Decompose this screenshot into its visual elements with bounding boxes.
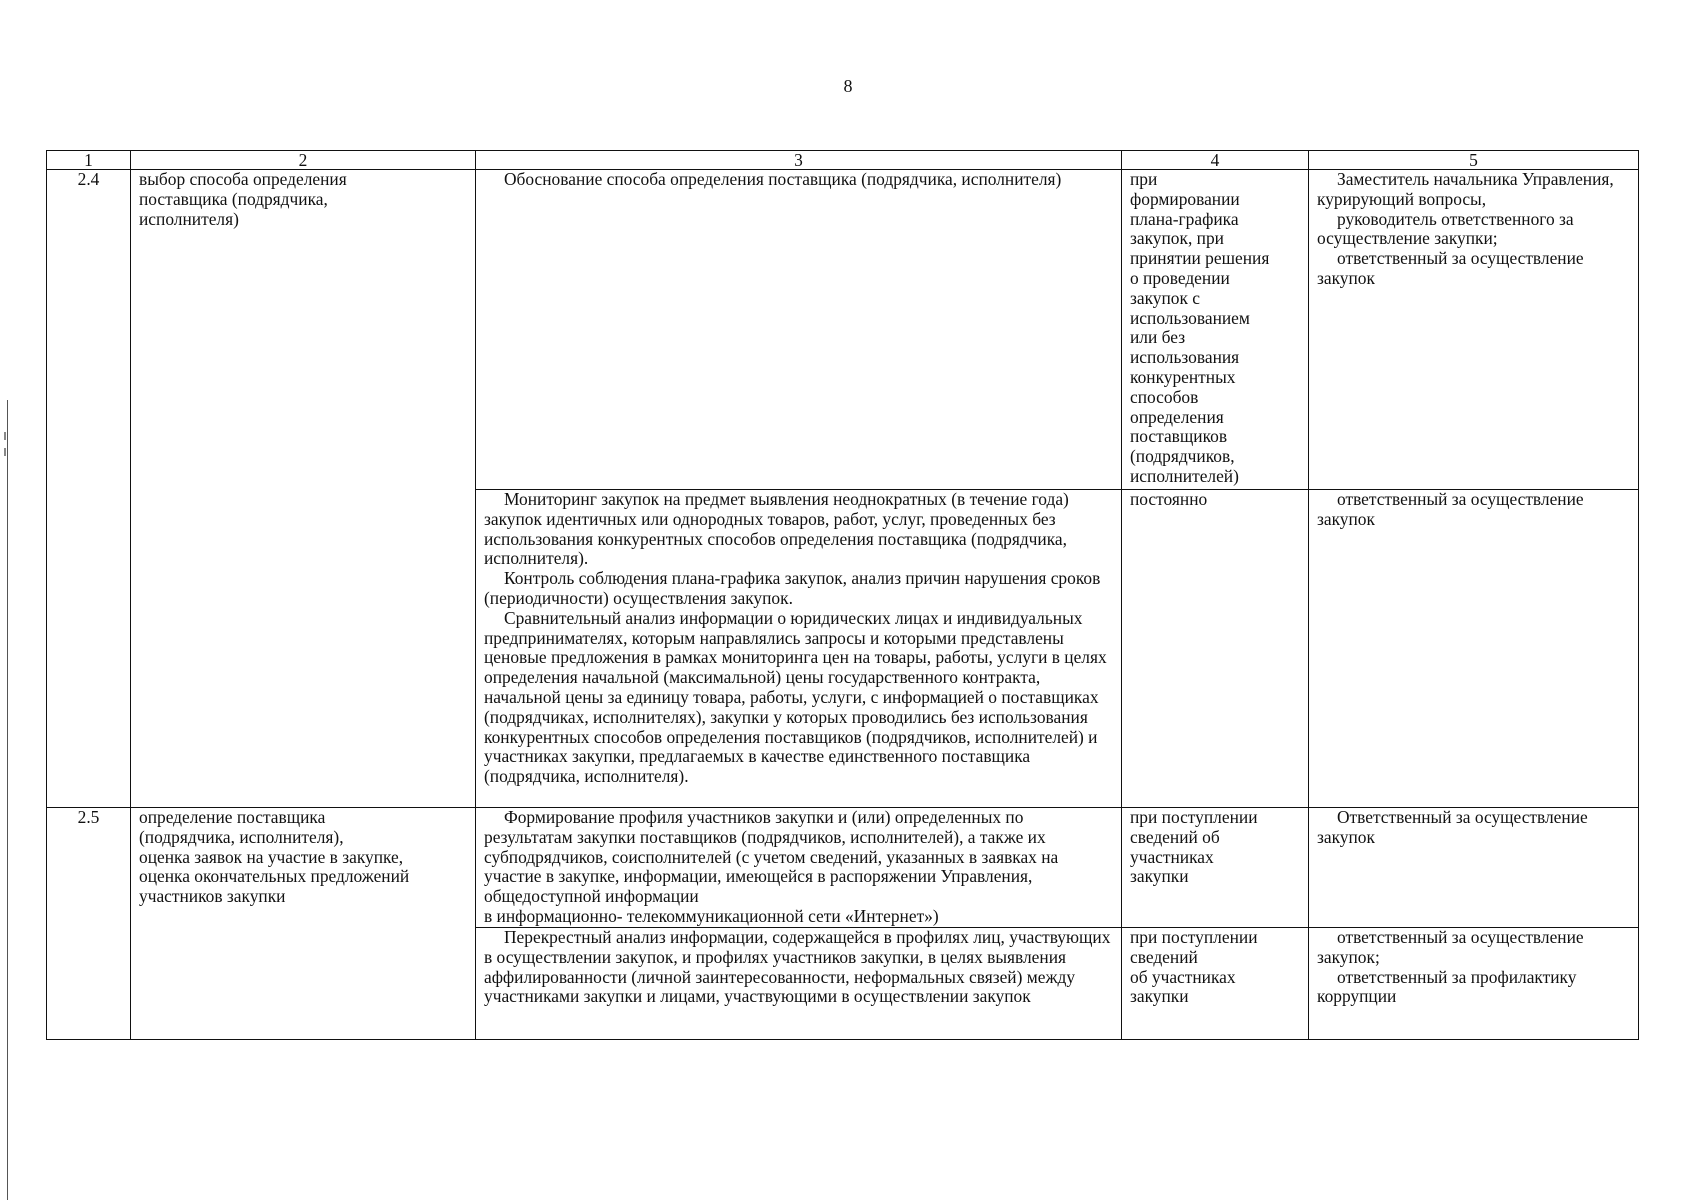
scan-margin-tick — [4, 448, 6, 456]
responsible-cell — [1309, 928, 1639, 1040]
term-cell — [1122, 490, 1309, 808]
header-cell: 2 — [131, 151, 476, 170]
term-line: закупок, при — [1130, 228, 1224, 249]
term-line: закупок с — [1130, 287, 1201, 308]
header-row — [47, 151, 1639, 170]
term-line: при поступлении — [1130, 807, 1258, 827]
header-cell: 3 — [476, 151, 1122, 170]
measure-paragraph: в информационно- телекоммуникационной сети «Интернет») — [484, 905, 939, 926]
term-line: об участниках — [1130, 966, 1236, 987]
measures-cell — [476, 170, 1122, 490]
term-line: формировании — [1130, 188, 1240, 209]
measure-paragraph: Формирование профиля участников закупки и (или) определенных по результатам закупки поставщиков (подрядчиков, исполнителей), а также их субподрядчиков, соисполнителей (с учетом сведений, указанных в заявках на участие в закупке, информации, имеющейся в распоряжении Управления, общедоступной информации — [484, 807, 1059, 907]
term-line: или без — [1130, 327, 1186, 348]
term-line: при — [1130, 169, 1158, 189]
term-cell — [1122, 928, 1309, 1040]
term-line: (подрядчиков, — [1130, 446, 1235, 467]
measure-paragraph: Сравнительный анализ информации о юридических лицах и индивидуальных предпринимателях, которым направлялись запросы и которыми представлены ценовые предложения в рамках мониторинга цен на товары, работы, услуги в целях определения начальной (максимальной) цены государственного контракта, начальной цены за единицу товара, работы, услуги, с информацией о поставщиках (подрядчиках, исполнителях), закупки у которых проводились без использования конкурентных способов определения поставщиков (подрядчиков, исполнителей) и участниках закупки, предлагаемых в качестве единственного поставщика (подрядчика, исполнителя). — [484, 607, 1107, 787]
scan-margin-tick — [4, 432, 6, 440]
stage-cell — [131, 170, 476, 808]
stage-line: оценка заявок на участие в закупке, — [139, 846, 404, 867]
stage-line: определение поставщика — [139, 807, 326, 827]
term-line: при поступлении — [1130, 927, 1258, 947]
page-number: 8 — [843, 76, 853, 96]
term-cell — [1122, 170, 1309, 490]
table-row — [47, 808, 1639, 928]
header-cell: 5 — [1309, 151, 1639, 170]
header-cell: 4 — [1122, 151, 1309, 170]
term-text: постоянно — [1130, 489, 1208, 509]
term-line: о проведении — [1130, 267, 1230, 288]
stage-line: исполнителя) — [139, 208, 239, 229]
term-line: сведений — [1130, 946, 1198, 967]
row-number: 2.5 — [47, 808, 131, 1040]
measure-paragraph: Контроль соблюдения плана-графика закупок, анализ причин нарушения сроков (периодичности) осуществления закупок. — [484, 568, 1101, 608]
term-line: способов — [1130, 386, 1199, 407]
term-cell — [1122, 808, 1309, 928]
term-line: определения — [1130, 406, 1224, 427]
term-line: плана-графика — [1130, 208, 1239, 229]
row-number: 2.4 — [47, 170, 131, 808]
measures-cell — [476, 490, 1122, 808]
stage-line: участников закупки — [139, 886, 286, 907]
term-line: конкурентных — [1130, 366, 1236, 387]
measure-paragraph: Перекрестный анализ информации, содержащейся в профилях лиц, участвующих в осуществлении закупок, и профилях участников закупки, в целях выявления аффилированности (личной заинтересованности, неформальных связей) между участниками закупки и лицами, участвующими в осуществлении закупок — [484, 927, 1111, 1007]
measures-table — [46, 150, 1639, 1040]
responsible-cell — [1309, 170, 1639, 490]
term-line: поставщиков — [1130, 426, 1228, 447]
stage-line: выбор способа определения — [139, 169, 347, 189]
responsible-paragraph: ответственный за осуществление закупок — [1317, 489, 1584, 529]
term-line: использования — [1130, 347, 1240, 368]
term-line: участниках — [1130, 846, 1214, 867]
measure-paragraph: Обоснование способа определения поставщика (подрядчика, исполнителя) — [504, 169, 1062, 189]
responsible-paragraph: ответственный за осуществление закупок — [1317, 248, 1584, 288]
responsible-paragraph: руководитель ответственного за осуществление закупки; — [1317, 208, 1574, 249]
stage-line: поставщика (подрядчика, — [139, 188, 328, 209]
term-line: принятии решения — [1130, 248, 1270, 269]
term-line: закупки — [1130, 986, 1189, 1007]
responsible-paragraph: ответственный за осуществление закупок; — [1317, 927, 1584, 967]
scan-margin-line — [7, 400, 8, 1200]
measure-paragraph: Мониторинг закупок на предмет выявления неоднократных (в течение года) закупок идентичных или однородных товаров, работ, услуг, проведенных без использования конкурентных способов определения поставщика (подрядчика, исполнителя). — [484, 489, 1069, 569]
responsible-paragraph: Ответственный за осуществление закупок — [1317, 807, 1588, 847]
measures-cell — [476, 928, 1122, 1040]
responsible-paragraph: ответственный за профилактику коррупции — [1317, 966, 1577, 1007]
term-line: использованием — [1130, 307, 1250, 328]
term-line: сведений об — [1130, 826, 1220, 847]
responsible-paragraph: Заместитель начальника Управления, курирующий вопросы, — [1317, 169, 1614, 209]
stage-cell — [131, 808, 476, 1040]
responsible-cell — [1309, 490, 1639, 808]
stage-line: (подрядчика, исполнителя), — [139, 826, 344, 847]
term-line: закупки — [1130, 866, 1189, 887]
term-line: исполнителей) — [1130, 465, 1239, 486]
stage-line: оценка окончательных предложений — [139, 866, 410, 887]
table-row — [47, 170, 1639, 490]
measures-cell — [476, 808, 1122, 928]
header-cell: 1 — [47, 151, 131, 170]
responsible-cell — [1309, 808, 1639, 928]
